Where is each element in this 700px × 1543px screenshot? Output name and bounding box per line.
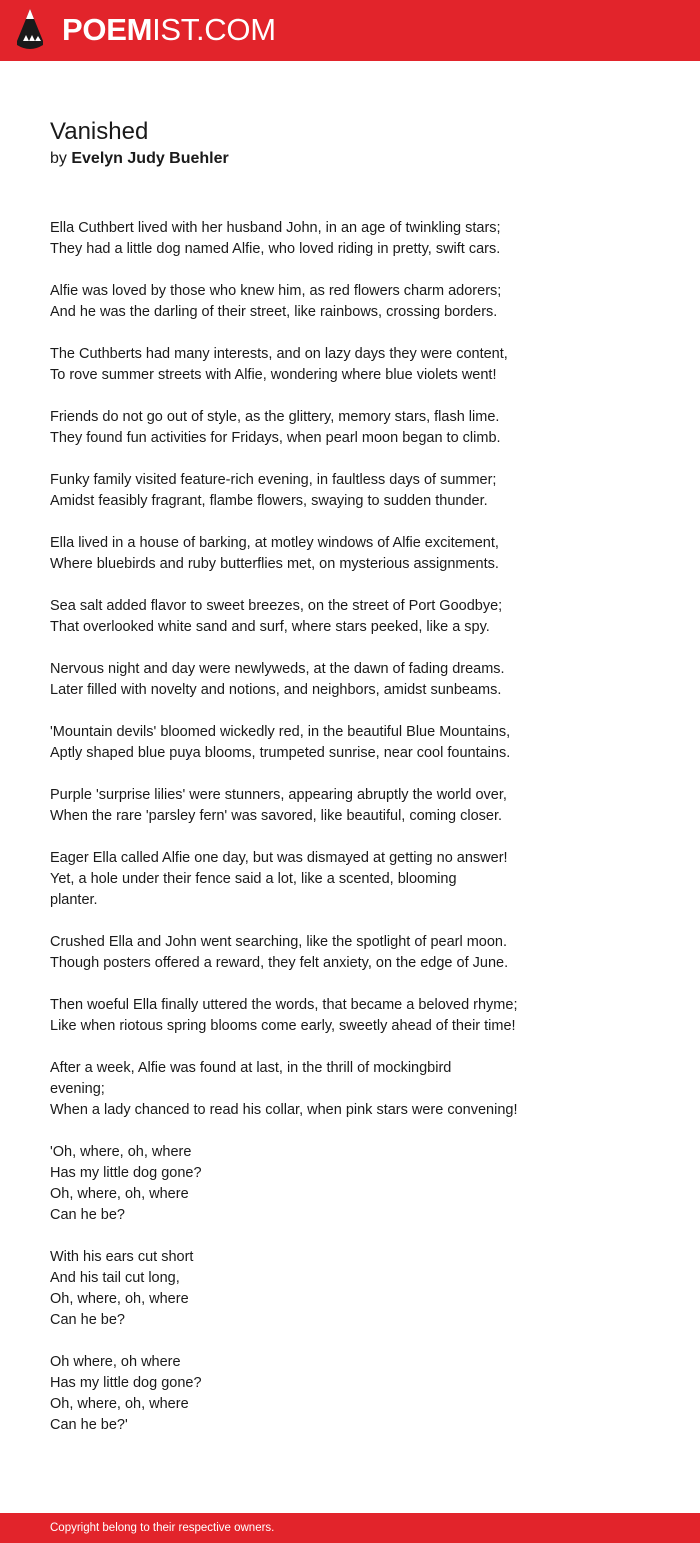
poem-line: Then woeful Ella finally uttered the words, that became a beloved rhyme; xyxy=(50,997,518,1013)
stanza xyxy=(50,1058,560,1121)
stanza xyxy=(50,1247,560,1331)
poem-line: When a lady chanced to read his collar, when pink stars were convening! xyxy=(50,1102,518,1118)
poem-line: Ella Cuthbert lived with her husband John, in an age of twinkling stars; xyxy=(50,220,501,236)
stanza xyxy=(50,281,560,323)
poem-line: And his tail cut long, xyxy=(50,1270,180,1286)
stanza xyxy=(50,1352,560,1436)
poem-line: Has my little dog gone? xyxy=(50,1375,202,1391)
poem-line: When the rare 'parsley fern' was savored, like beautiful, coming closer. xyxy=(50,808,503,824)
poem-line: Has my little dog gone? xyxy=(50,1165,202,1181)
poem-line: Alfie was loved by those who knew him, as red flowers charm adorers; xyxy=(50,283,502,299)
poem-line: 'Oh, where, oh, where xyxy=(50,1144,192,1160)
stanza xyxy=(50,785,560,827)
poem-line: They found fun activities for Fridays, when pearl moon began to climb. xyxy=(50,430,501,446)
stanza xyxy=(50,407,560,449)
poem-line: Like when riotous spring blooms come early, sweetly ahead of their time! xyxy=(50,1018,516,1034)
pencil-tip-icon[interactable] xyxy=(17,9,43,51)
stanza xyxy=(50,533,560,575)
poem-body xyxy=(50,218,560,1457)
stanza xyxy=(50,932,560,974)
poem-line: Oh, where, oh, where xyxy=(50,1186,189,1202)
poem-line: And he was the darling of their street, like rainbows, crossing borders. xyxy=(50,304,498,320)
poem-line: The Cuthberts had many interests, and on lazy days they were content, xyxy=(50,346,508,362)
poem-line: evening; xyxy=(50,1081,105,1097)
stanza xyxy=(50,659,560,701)
poem-title: Vanished xyxy=(50,118,149,145)
site-footer xyxy=(0,1513,700,1543)
poem-line: Amidst feasibly fragrant, flambe flowers, swaying to sudden thunder. xyxy=(50,493,488,509)
poem-line: Oh, where, oh, where xyxy=(50,1396,189,1412)
site-logo-link[interactable] xyxy=(62,12,276,48)
poem-line: Eager Ella called Alfie one day, but was dismayed at getting no answer! xyxy=(50,850,508,866)
poem-line: To rove summer streets with Alfie, wondering where blue violets went! xyxy=(50,367,497,383)
poem-line: Nervous night and day were newlyweds, at the dawn of fading dreams. xyxy=(50,661,505,677)
stanza xyxy=(50,596,560,638)
copyright-text: Copyright belong to their respective owners. xyxy=(50,1522,275,1534)
poem-line: Oh where, oh where xyxy=(50,1354,181,1370)
stanza xyxy=(50,1142,560,1226)
poem-line: Though posters offered a reward, they felt anxiety, on the edge of June. xyxy=(50,955,509,971)
poem-line: After a week, Alfie was found at last, in the thrill of mockingbird xyxy=(50,1060,452,1076)
poem-line: 'Mountain devils' bloomed wickedly red, in the beautiful Blue Mountains, xyxy=(50,724,511,740)
stanza xyxy=(50,722,560,764)
poem-line: Later filled with novelty and notions, and neighbors, amidst sunbeams. xyxy=(50,682,502,698)
logo-wordmark-bold: POEM xyxy=(62,12,153,47)
poem-line: planter. xyxy=(50,892,98,908)
stanza xyxy=(50,995,560,1037)
poem-line: Oh, where, oh, where xyxy=(50,1291,189,1307)
poem-line: Can he be? xyxy=(50,1207,125,1223)
poem-line: Funky family visited feature-rich evening, in faultless days of summer; xyxy=(50,472,497,488)
stanza xyxy=(50,470,560,512)
poem-line: Can he be? xyxy=(50,1312,125,1328)
poem-line: Sea salt added flavor to sweet breezes, on the street of Port Goodbye; xyxy=(50,598,503,614)
poem-line: With his ears cut short xyxy=(50,1249,194,1265)
poem-line: That overlooked white sand and surf, where stars peeked, like a spy. xyxy=(50,619,490,635)
byline xyxy=(50,148,229,170)
poem-line: Ella lived in a house of barking, at motley windows of Alfie excitement, xyxy=(50,535,499,551)
author-name[interactable]: Evelyn Judy Buehler xyxy=(71,150,229,167)
by-prefix: by xyxy=(50,150,67,167)
site-header xyxy=(0,0,700,61)
poem-line: Where bluebirds and ruby butterflies met, on mysterious assignments. xyxy=(50,556,499,572)
stanza xyxy=(50,344,560,386)
poem-line: Aptly shaped blue puya blooms, trumpeted sunrise, near cool fountains. xyxy=(50,745,511,761)
logo-wordmark-light: IST.COM xyxy=(152,12,276,47)
poem-line: Purple 'surprise lilies' were stunners, appearing abruptly the world over, xyxy=(50,787,507,803)
poem-line: Yet, a hole under their fence said a lot, like a scented, blooming xyxy=(50,871,457,887)
stanza xyxy=(50,218,560,260)
stanza xyxy=(50,848,560,911)
poem-line: Crushed Ella and John went searching, like the spotlight of pearl moon. xyxy=(50,934,508,950)
poem-line: Can he be?' xyxy=(50,1417,128,1433)
poem-line: Friends do not go out of style, as the glittery, memory stars, flash lime. xyxy=(50,409,500,425)
poem-line: They had a little dog named Alfie, who loved riding in pretty, swift cars. xyxy=(50,241,501,257)
